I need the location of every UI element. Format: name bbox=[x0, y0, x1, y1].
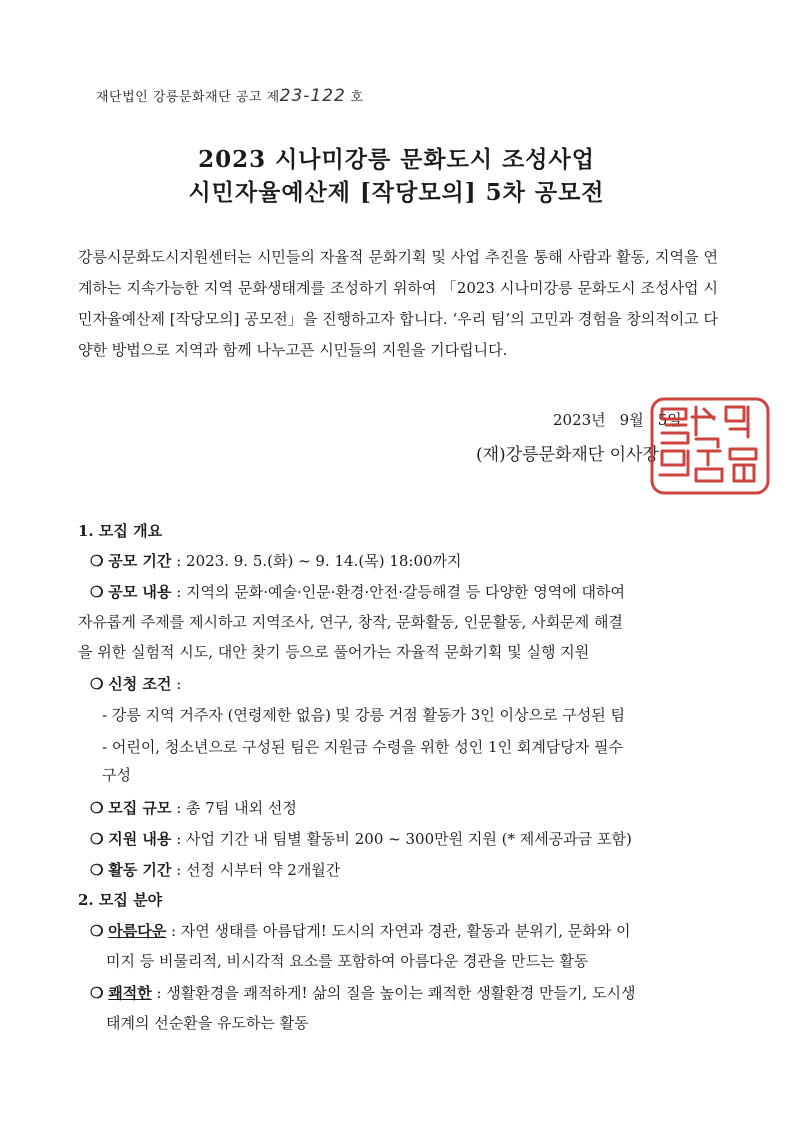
bullet-icon: ❍ bbox=[90, 583, 104, 601]
intro-paragraph: 강릉시문화도시지원센터는 시민들의 자율적 문화기획 및 사업 추진을 통해 사람과 활동, 지역을 연계하는 지속가능한 지역 문화생태계를 조성하기 위하여 「2023 시나미강릉 문화도시 조성사업 시민자율예산제 [작당모의] 공모전」을 진행하고자 합니다. ‘우리 팀’의 고민과 경험을 창의적이고 다양한 방법으로 지역과 함께 나누고픈 시민들의 지원을 기다립니다. bbox=[78, 248, 718, 359]
recruit-content-line-1: : 지역의 문화·예술·인문·환경·안전·갈등해결 등 다양한 영역에 대하여 bbox=[176, 583, 625, 601]
eligibility-colon: : bbox=[176, 675, 182, 693]
recruit-content-line-3: 을 위한 실험적 시도, 대안 찾기 등으로 풀어가는 자율적 문화기획 및 실행 지원 bbox=[78, 643, 590, 661]
bullet-icon: ❍ bbox=[90, 984, 104, 1002]
handwritten-number: 23-122 bbox=[279, 86, 346, 106]
recruit-period-row bbox=[90, 550, 462, 571]
recruit-scale-value: : 총 7팀 내외 선정 bbox=[176, 799, 297, 817]
eligibility-item-2: - 어린이, 청소년으로 구성된 팀은 지원금 수령을 위한 성인 1인 회계담당자 필수 bbox=[102, 738, 624, 756]
notice-number bbox=[96, 86, 364, 106]
recruit-period-label: 공모 기간 bbox=[108, 552, 172, 570]
section-1-heading: 1. 모집 개요 bbox=[78, 522, 163, 540]
bullet-icon: ❍ bbox=[90, 552, 104, 570]
notice-prefix: 재단법인 강릉문화재단 공고 제 bbox=[96, 90, 280, 105]
field-beautiful-line-1: : 자연 생태를 아름답게! 도시의 자연과 경관, 활동과 분위기, 문화와 이 bbox=[170, 922, 631, 940]
field-pleasant-line-1: : 생활환경을 쾌적하게! 삶의 질을 높이는 쾌적한 생활환경 만들기, 도시생 bbox=[156, 984, 636, 1002]
eligibility-row bbox=[90, 673, 181, 694]
recruit-scale-row bbox=[90, 797, 297, 818]
title-line-1: 2023 시나미강릉 문화도시 조성사업 bbox=[198, 146, 595, 173]
field-beautiful-label: 아름다운 bbox=[108, 922, 167, 940]
bullet-icon: ❍ bbox=[90, 799, 104, 817]
field-pleasant-line-2: 태계의 선순환을 유도하는 활동 bbox=[106, 1014, 309, 1032]
field-pleasant-label: 쾌적한 bbox=[108, 984, 152, 1002]
support-label: 지원 내용 bbox=[108, 830, 172, 848]
date-day: 5일 bbox=[657, 411, 682, 429]
notice-suffix: 호 bbox=[350, 90, 364, 105]
bullet-icon: ❍ bbox=[90, 675, 104, 693]
bullet-icon: ❍ bbox=[90, 922, 104, 940]
section-2-heading: 2. 모집 분야 bbox=[78, 891, 163, 909]
bullet-icon: ❍ bbox=[90, 861, 104, 879]
eligibility-item-2-cont: 구성 bbox=[102, 766, 131, 784]
bullet-icon: ❍ bbox=[90, 830, 104, 848]
support-row bbox=[90, 828, 632, 849]
recruit-content-row bbox=[90, 581, 625, 602]
recruit-period-value: : 2023. 9. 5.(화) ~ 9. 14.(목) 18:00까지 bbox=[176, 552, 462, 570]
eligibility-label: 신청 조건 bbox=[108, 675, 172, 693]
activity-period-label: 활동 기간 bbox=[108, 861, 172, 879]
recruit-scale-label: 모집 규모 bbox=[108, 799, 172, 817]
activity-period-row bbox=[90, 859, 340, 880]
date-month: 9월 bbox=[619, 411, 644, 429]
field-beautiful-line-2: 미지 등 비물리적, 비시각적 요소를 포함하여 아름다운 경관을 만드는 활동 bbox=[106, 952, 589, 970]
field-beautiful-row bbox=[90, 920, 631, 941]
support-value: : 사업 기간 내 팀별 활동비 200 ~ 300만원 지원 (* 제세공과금 포함) bbox=[176, 830, 632, 848]
recruit-content-label: 공모 내용 bbox=[108, 583, 172, 601]
date-year: 2023년 bbox=[553, 411, 606, 429]
issuer-name: (재)강릉문화재단 이사장 bbox=[476, 445, 659, 465]
recruit-content-line-2: 자유롭게 주제를 제시하고 지역조사, 연구, 창작, 문화활동, 인문활동, 사회문제 해결 bbox=[78, 613, 623, 631]
eligibility-item-1: - 강릉 지역 거주자 (연령제한 없음) 및 강릉 거점 활동가 3인 이상으로 구성된 팀 bbox=[102, 706, 626, 724]
activity-period-value: : 선정 시부터 약 2개월간 bbox=[176, 861, 341, 879]
official-seal-icon bbox=[648, 395, 772, 497]
title-line-2: 시민자율예산제 [작당모의] 5차 공모전 bbox=[188, 179, 605, 206]
field-pleasant-row bbox=[90, 982, 635, 1003]
